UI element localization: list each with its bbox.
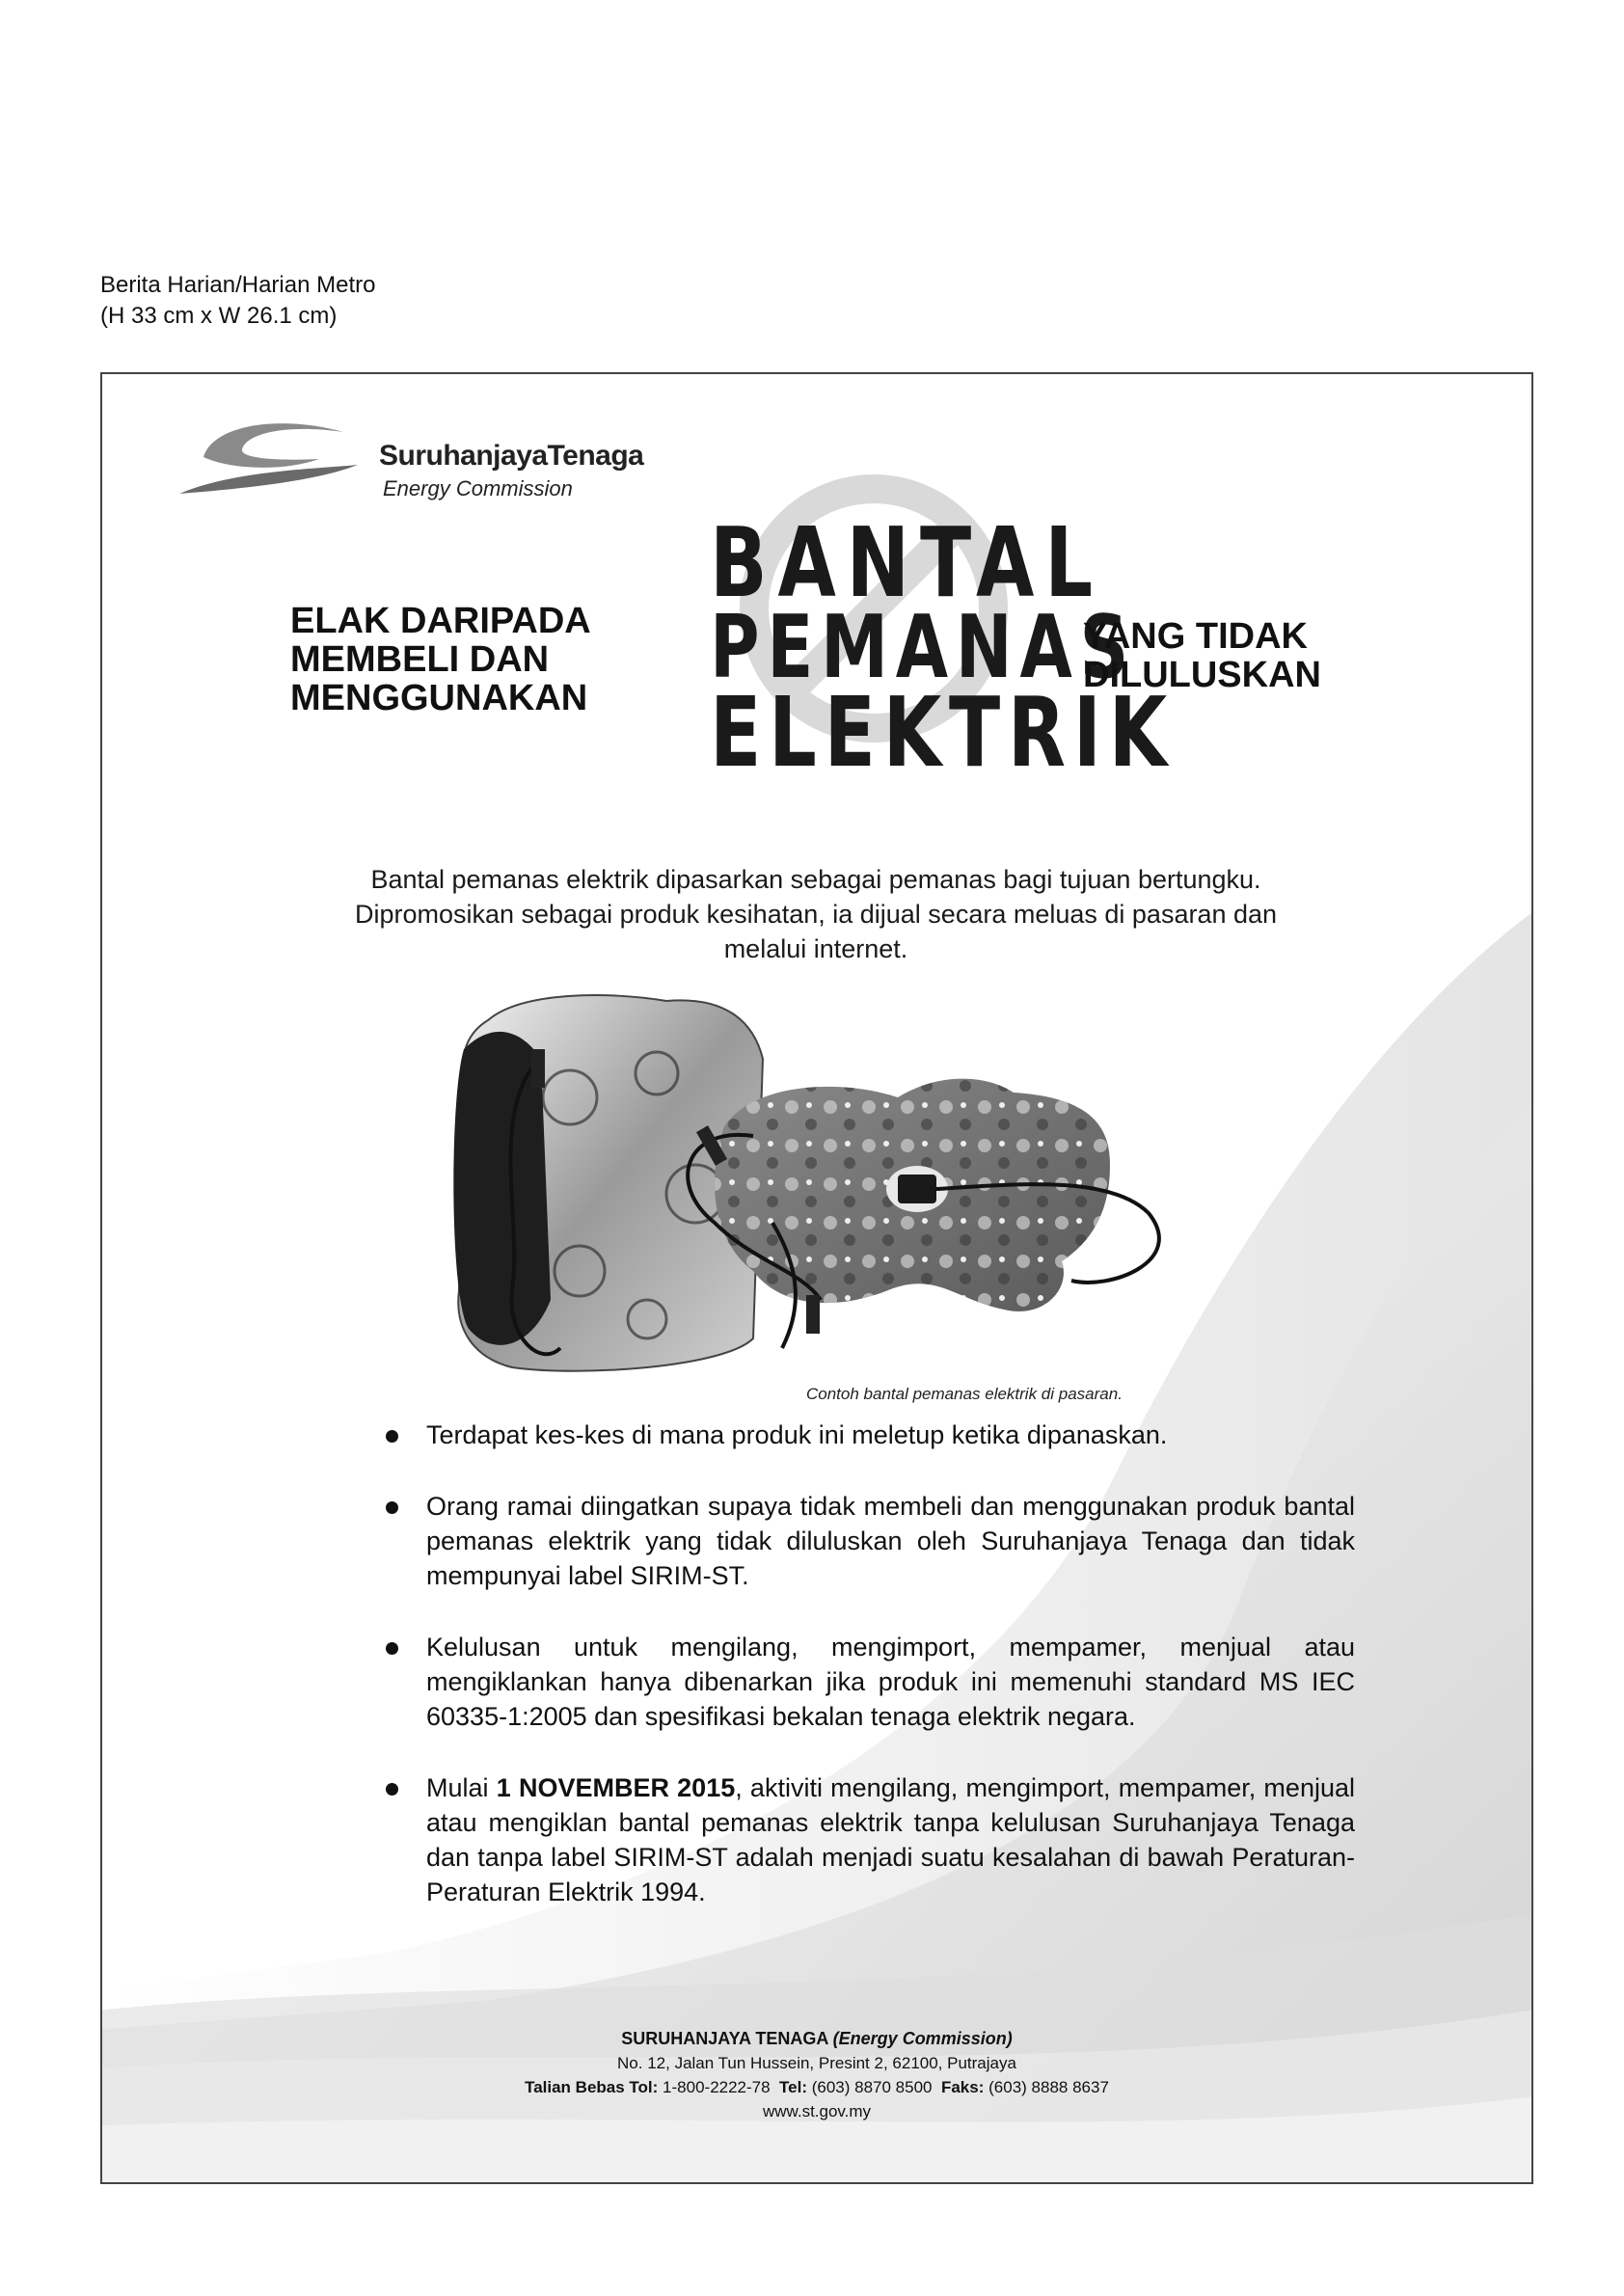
swoosh-logo-icon	[175, 413, 387, 500]
photo-caption: Contoh bantal pemanas elektrik di pasaran.	[806, 1385, 1123, 1403]
list-item-text: Terdapat kes-kes di mana produk ini meletup ketika dipanaskan.	[426, 1420, 1168, 1449]
headline-product	[666, 506, 1175, 789]
intro-line: Dipromosikan sebagai produk kesihatan, ia dijual secara meluas di pasaran dan	[354, 900, 1278, 929]
warning-list	[386, 1418, 1355, 1946]
bullet-icon	[386, 1501, 398, 1514]
list-item-text: , aktiviti mengilang, mengimport, mempamer, menjual atau mengiklan bantal pemanas elektrik tanpa kelulusan Suruhanjaya Tenaga dan tanpa label SIRIM-ST adalah menjadi suatu kesalahan di bawah Peraturan-Peraturan Elektrik 1994.	[426, 1773, 1355, 1906]
footer-contact	[102, 2027, 1531, 2123]
list-item-text: Kelulusan untuk mengilang, mengimport, mempamer, menjual atau mengiklankan hanya dibenarkan jika produk ini memenuhi standard MS IEC 60335-1:2005 dan spesifikasi bekalan tenaga elektrik negara.	[426, 1633, 1355, 1731]
headline-right-line: YANG TIDAK	[1083, 616, 1308, 657]
bullet-icon	[386, 1642, 398, 1655]
energy-commission-logo	[175, 413, 644, 509]
headline-product-line: ELEKTRIK	[710, 676, 1175, 789]
fax-label: Faks:	[940, 2078, 985, 2096]
headline-product-line: PEMANAS	[710, 597, 1136, 698]
tollfree-number: 1-800-2222-78	[663, 2078, 771, 2096]
effective-date: 1 NOVEMBER 2015	[496, 1773, 736, 1802]
footer-website-link[interactable]: www.st.gov.my	[762, 2102, 872, 2120]
intro-line: melalui internet.	[723, 934, 908, 963]
footer-org-english: (Energy Commission)	[832, 2029, 1013, 2048]
publication-name: Berita Harian/Harian Metro	[100, 272, 376, 298]
logo-subtitle: Energy Commission	[383, 476, 573, 500]
list-item	[386, 1630, 1355, 1734]
list-item	[386, 1418, 1355, 1452]
footer-address: No. 12, Jalan Tun Hussein, Presint 2, 62100, Putrajaya	[617, 2054, 1016, 2072]
logo-name: SuruhanjayaTenaga	[379, 440, 644, 472]
footer-org	[102, 2027, 1531, 2051]
publication-info	[100, 270, 375, 332]
tollfree-label: Talian Bebas Tol:	[525, 2078, 659, 2096]
list-item	[386, 1770, 1355, 1909]
headline-left-line: MEMBELI DAN	[290, 639, 550, 680]
list-item	[386, 1489, 1355, 1593]
footer-org-name: SURUHANJAYA TENAGA	[621, 2029, 828, 2048]
advertisement-panel	[100, 372, 1533, 2184]
headline-right	[1083, 617, 1401, 694]
footer-phones	[102, 2075, 1531, 2099]
headline-left-line: ELAK DARIPADA	[290, 601, 591, 641]
list-item-text: Orang ramai diingatkan supaya tidak membeli dan menggunakan produk bantal pemanas elektrik yang tidak diluluskan oleh Suruhanjaya Tenaga dan tidak mempunyai label SIRIM-ST.	[426, 1492, 1355, 1590]
tel-number: (603) 8870 8500	[811, 2078, 933, 2096]
headline-left-line: MENGGUNAKAN	[290, 678, 588, 718]
headline-product-line: BANTAL	[710, 506, 1103, 619]
bullet-icon	[386, 1783, 398, 1796]
intro-paragraph	[324, 862, 1308, 966]
headline-right-line: DILULUSKAN	[1083, 655, 1321, 695]
fax-number: (603) 8888 8637	[988, 2078, 1109, 2096]
intro-line: Bantal pemanas elektrik dipasarkan sebagai pemanas bagi tujuan bertungku.	[370, 865, 1261, 894]
list-item-prefix: Mulai	[426, 1773, 497, 1802]
bullet-icon	[386, 1430, 398, 1443]
publication-size: (H 33 cm x W 26.1 cm)	[100, 303, 338, 329]
headline-left	[290, 602, 618, 717]
heat-pad-photo	[435, 982, 1226, 1396]
tel-label: Tel:	[779, 2078, 807, 2096]
